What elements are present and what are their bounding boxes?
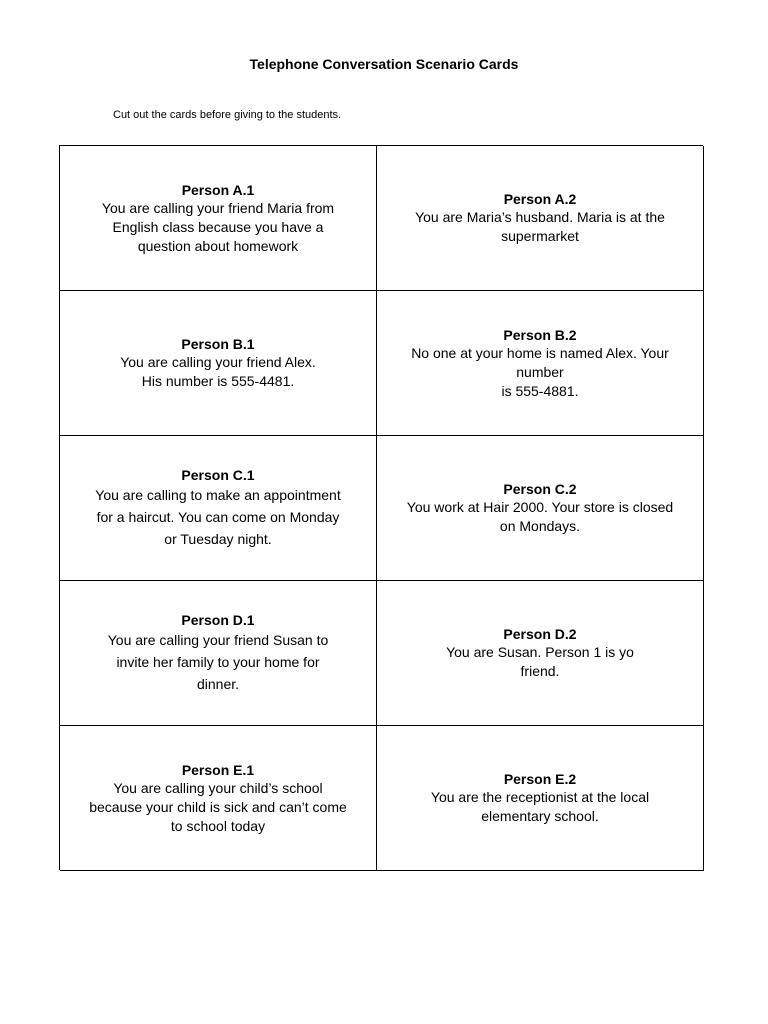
card-text: You are Maria’s husband. Maria is at the supermarket (415, 209, 665, 244)
card-text: No one at your home is named Alex. Your number is 555-4881. (411, 344, 669, 399)
card-title: Person B.1 (181, 336, 255, 352)
scenario-card-c2 (377, 436, 704, 581)
scenario-card-b2 (377, 291, 704, 436)
card-title: Person D.1 (181, 612, 255, 628)
card-text: You are calling your friend Susan to invite her family to your home for dinner. (107, 632, 329, 692)
scenario-card-d2 (377, 581, 704, 726)
card-text: You are the receptionist at the local elementary school. (430, 789, 650, 824)
scenario-card-c1 (60, 436, 377, 581)
page-title: Telephone Conversation Scenario Cards (249, 56, 519, 72)
card-text: You are calling your friend Maria from English class because you have a question about homework (101, 199, 335, 254)
card-text: You are calling to make an appointment for a haircut. You can come on Monday or Tuesday night. (95, 487, 341, 547)
scenario-card-e1 (60, 726, 377, 871)
scenario-card-a1 (60, 146, 377, 291)
scenario-card-e2 (377, 726, 704, 871)
card-title: Person E.1 (181, 761, 255, 778)
card-text: You work at Hair 2000. Your store is closed on Mondays. (406, 499, 674, 534)
card-title: Person D.2 (503, 626, 577, 642)
card-title: Person B.2 (503, 326, 577, 343)
card-title: Person A.1 (181, 181, 255, 198)
card-title: Person C.2 (503, 481, 577, 497)
card-text: You are Susan. Person 1 is yo friend. (446, 644, 634, 679)
instruction-text: Cut out the cards before giving to the students. (113, 109, 342, 121)
scenario-card-b1 (60, 291, 377, 436)
card-text: You are calling your child’s school because your child is sick and can’t come to school today (89, 779, 347, 834)
card-title: Person E.2 (503, 771, 577, 787)
scenario-card-d1 (60, 581, 377, 726)
card-text: You are calling your friend Alex. His number is 555-4481. (120, 354, 316, 389)
scenario-card-grid (59, 145, 703, 870)
scenario-card-a2 (377, 146, 704, 291)
card-title: Person A.2 (503, 191, 577, 207)
card-title: Person C.1 (181, 467, 255, 483)
